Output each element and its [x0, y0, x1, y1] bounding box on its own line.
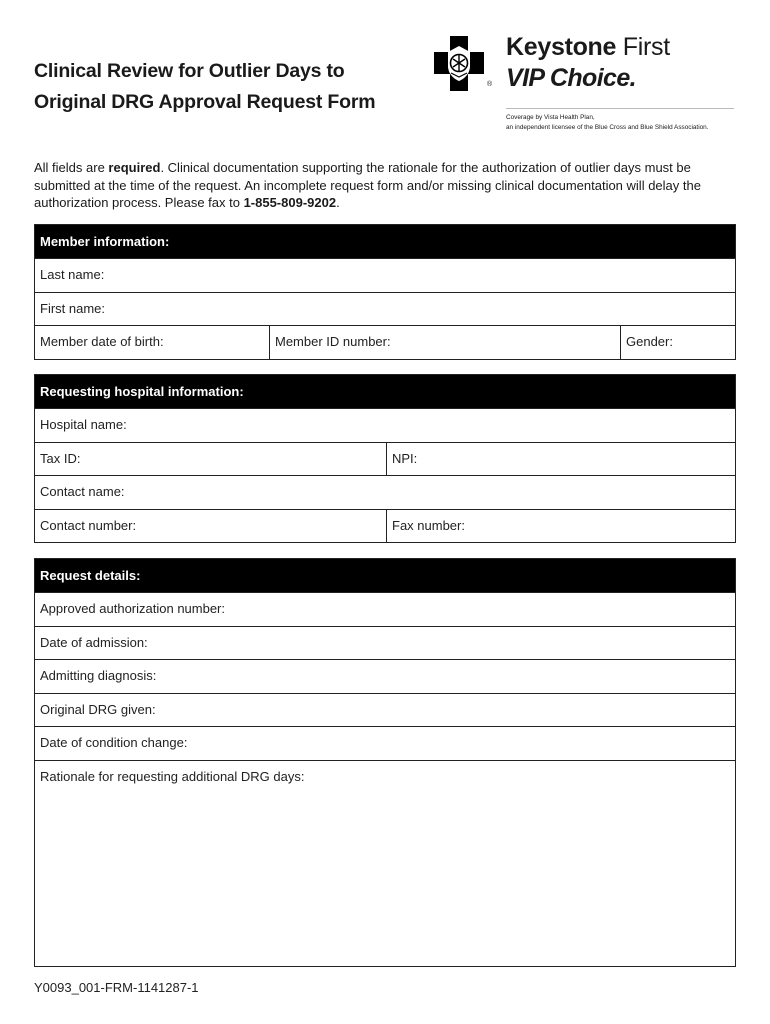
form-title-line-1: Clinical Review for Outlier Days to [34, 60, 345, 82]
brand-product-trademark: . [629, 64, 637, 92]
form-title [34, 56, 414, 118]
authorization-number-field[interactable]: Approved authorization number: [40, 601, 226, 616]
member-details-row [35, 325, 735, 359]
requesting-hospital-heading: Requesting hospital information: [35, 375, 735, 408]
instructions-paragraph [34, 159, 740, 212]
contact-name-field[interactable]: Contact name: [40, 484, 125, 499]
coverage-note [506, 113, 709, 132]
first-name-field[interactable]: First name: [40, 300, 106, 316]
instructions-part-3: . [336, 195, 340, 210]
member-id-field[interactable]: Member ID number: [269, 326, 620, 359]
brand-product-name: VIP Choice [506, 64, 630, 92]
condition-change-date-field[interactable]: Date of condition change: [40, 735, 188, 750]
request-details-heading: Request details: [35, 559, 735, 592]
instructions-part-2: . Clinical documentation supporting the rationale for the authorization of outlier days must be submitted at the time of the request. An incomplete request form and/or missing clinical documentation will delay the authorization process. Please fax to [34, 160, 701, 210]
admission-date-row [35, 626, 735, 660]
brand-name [506, 33, 670, 62]
instructions-required: required [108, 160, 161, 175]
member-information-heading: Member information: [35, 225, 735, 258]
form-title-line-2: Original DRG Approval Request Form [34, 91, 376, 113]
coverage-line-1: Coverage by Vista Health Plan, [506, 114, 595, 121]
admitting-diagnosis-field[interactable]: Admitting diagnosis: [40, 668, 157, 683]
last-name-field[interactable]: Last name: [40, 267, 105, 282]
blue-cross-blue-shield-icon [434, 36, 484, 91]
date-of-birth-field[interactable]: Member date of birth: [40, 334, 164, 349]
contact-number-field[interactable]: Contact number: [40, 517, 137, 533]
admitting-diagnosis-row [35, 659, 735, 693]
admission-date-field[interactable]: Date of admission: [40, 634, 148, 650]
member-information-section [34, 224, 736, 360]
keystone-first-logo [434, 34, 734, 134]
fax-number-text: 1-855-809-9202 [243, 195, 337, 210]
rationale-field[interactable]: Rationale for requesting additional DRG days: [40, 768, 305, 784]
instructions-part-1: All fields are [34, 160, 109, 175]
request-details-section [34, 558, 736, 967]
gender-field[interactable]: Gender: [620, 326, 735, 359]
registered-mark: ® [487, 81, 493, 88]
coverage-line-2: an independent licensee of the Blue Cross and Blue Shield Association. [506, 123, 709, 131]
contact-fax-row [35, 509, 735, 543]
fax-number-field[interactable]: Fax number: [386, 510, 735, 543]
form-code: Y0093_001-FRM-1141287-1 [34, 980, 199, 995]
brand-name-light: First [616, 33, 670, 61]
rationale-row [35, 760, 735, 966]
original-drg-field[interactable]: Original DRG given: [40, 701, 156, 717]
npi-field[interactable]: NPI: [386, 443, 735, 476]
logo-divider [506, 108, 734, 109]
brand-name-bold: Keystone [506, 33, 617, 61]
condition-change-row [35, 726, 735, 760]
hospital-name-row [35, 408, 735, 442]
tax-id-field[interactable]: Tax ID: [40, 450, 81, 466]
requesting-hospital-section [34, 374, 736, 543]
last-name-row [35, 258, 735, 292]
tax-npi-row [35, 442, 735, 476]
contact-name-row [35, 475, 735, 509]
first-name-row [35, 292, 735, 326]
hospital-name-field[interactable]: Hospital name: [40, 417, 127, 432]
authorization-number-row [35, 592, 735, 626]
brand-product [506, 64, 636, 93]
original-drg-row [35, 693, 735, 727]
